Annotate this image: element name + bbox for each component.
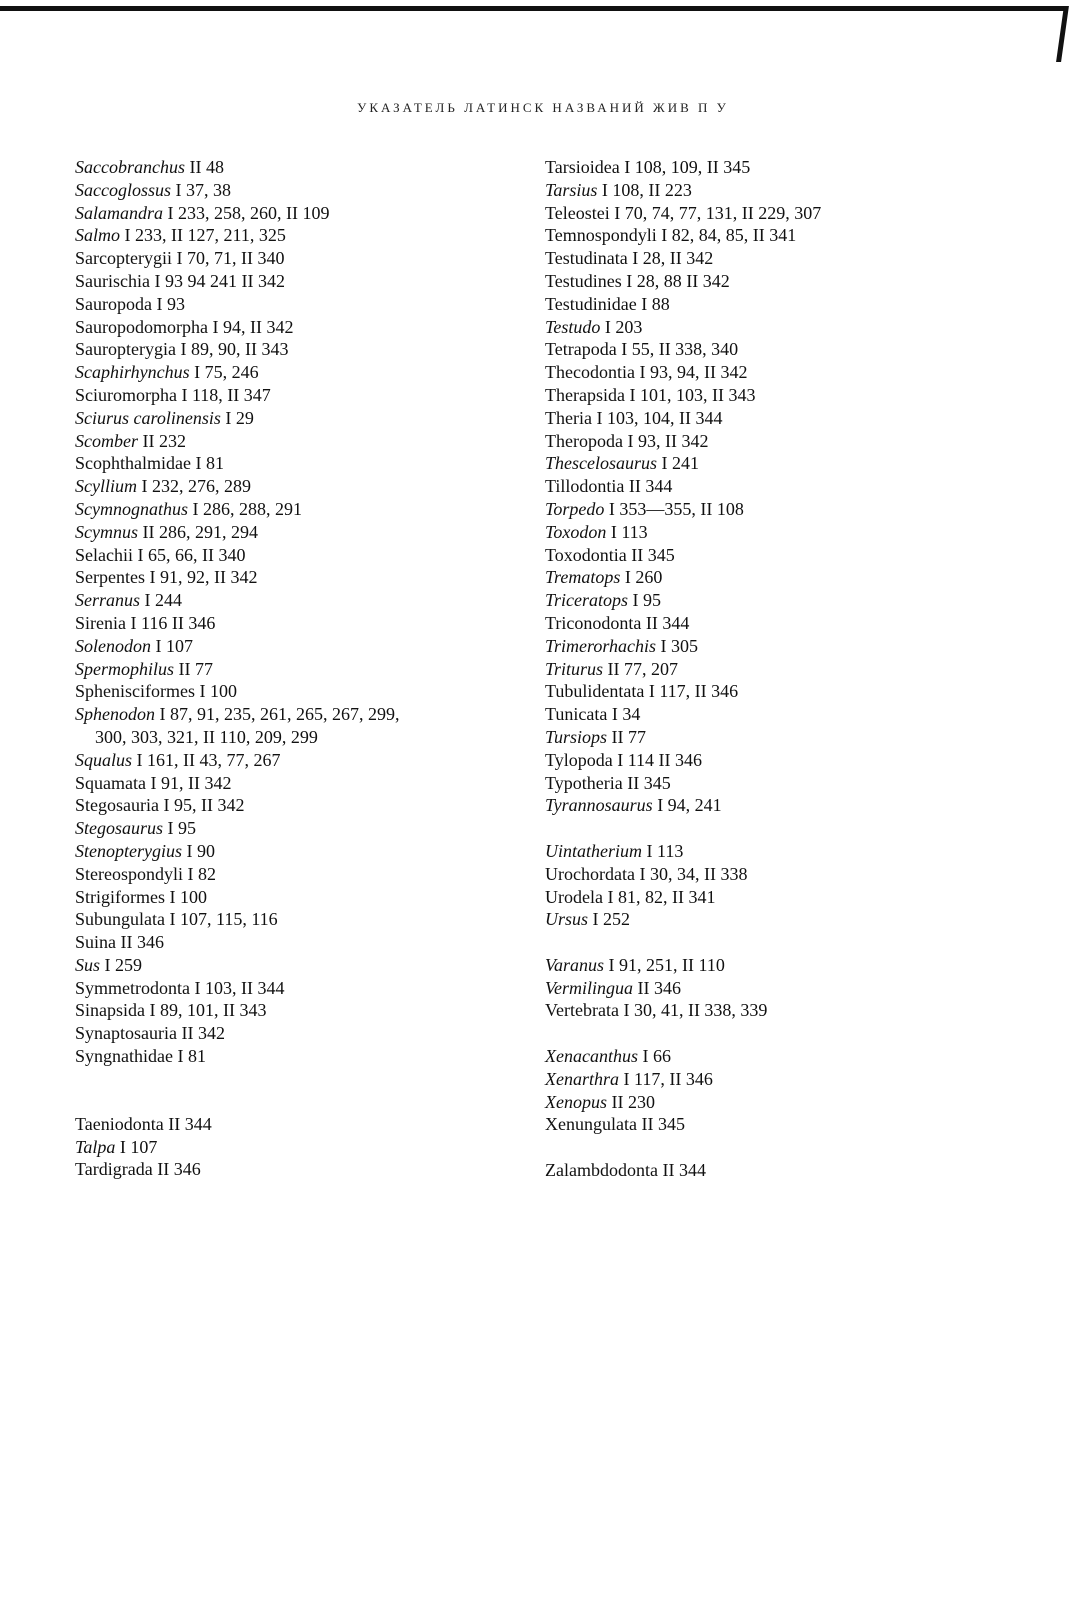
index-page-refs: I 93, II 342 [627, 430, 709, 451]
section-gap [545, 817, 985, 840]
index-page-refs: I 108, 109, II 345 [624, 157, 751, 177]
index-entry [75, 544, 515, 567]
index-term: Theropoda [545, 430, 623, 451]
index-entry [545, 908, 985, 931]
index-entry [545, 886, 985, 909]
index-entry [75, 1158, 515, 1181]
index-entry [75, 316, 515, 339]
index-page-refs: I 28, II 342 [632, 248, 714, 269]
index-entry [545, 202, 985, 225]
index-page-refs: I 259 [104, 954, 143, 975]
index-page-refs: I 101, 103, II 343 [629, 384, 756, 405]
index-entry [545, 430, 985, 453]
index-entry [75, 794, 515, 817]
index-entry [545, 270, 985, 293]
index-entry [75, 612, 515, 635]
index-page-refs: I 116 II 346 [130, 612, 216, 633]
index-entry [75, 270, 515, 293]
index-page-refs: I 95 [632, 590, 662, 611]
index-entry [75, 498, 515, 521]
index-page-refs: II 345 [631, 544, 675, 565]
index-entry [545, 840, 985, 863]
index-term: Sphenisciformes [75, 681, 195, 702]
index-term: Tunicata [545, 704, 608, 725]
index-entry [545, 749, 985, 772]
index-term: Typotheria [545, 772, 623, 793]
index-entry [75, 977, 515, 1000]
index-term: Theria [545, 407, 592, 428]
index-term: Stereospondyli [75, 863, 183, 884]
index-entry [75, 589, 515, 612]
index-entry [75, 658, 515, 681]
index-page-refs: I 93 94 241 II 342 [154, 270, 285, 291]
index-entry [75, 430, 515, 453]
index-page-refs: I 91, II 342 [150, 772, 232, 793]
index-term: Selachii [75, 544, 133, 565]
index-term: Vermilingua [545, 977, 633, 998]
index-page-refs: I 114 II 346 [617, 749, 703, 770]
index-term: Tursiops [545, 726, 608, 747]
index-column-right [545, 156, 985, 1182]
index-term: Stegosaurus [75, 818, 164, 839]
index-page-refs: I 55, II 338, 340 [621, 339, 739, 360]
index-page-refs: I 286, 288, 291 [192, 498, 302, 519]
index-page-refs: I 93 [156, 293, 185, 314]
index-entry [545, 156, 985, 179]
index-term: Trimerorhachis [545, 635, 657, 656]
index-term: Sciuromorpha [75, 384, 177, 405]
index-page-refs: I 82 [187, 863, 216, 884]
index-entry [545, 179, 985, 202]
index-entry [75, 384, 515, 407]
index-column-left [75, 156, 515, 1181]
index-term: Tardigrada [75, 1159, 153, 1180]
index-page-refs: I 100 [199, 681, 237, 702]
index-page-refs: I 30, 41, II 338, 339 [623, 1000, 768, 1021]
index-term: Serpentes [75, 567, 145, 588]
index-page-refs: I 95, II 342 [163, 795, 245, 816]
index-entry [545, 566, 985, 589]
index-entry [545, 1113, 985, 1136]
index-term: Zalambdodonta [545, 1160, 658, 1181]
index-entry [75, 703, 515, 749]
index-page-refs: I 107 [119, 1136, 158, 1157]
index-term: Urochordata [545, 863, 635, 884]
index-entry [75, 293, 515, 316]
index-term: Trematops [545, 567, 621, 588]
index-entry [545, 703, 985, 726]
index-entry [75, 1045, 515, 1068]
index-page-refs: II 345 [627, 772, 671, 793]
section-gap [545, 931, 985, 954]
index-page-refs: I 94, II 342 [212, 316, 294, 337]
index-term: Sarcopterygii [75, 248, 172, 269]
index-page-refs: I 117, II 346 [623, 1068, 713, 1089]
index-page-refs: II 77 [611, 726, 647, 747]
index-term: Solenodon [75, 635, 151, 656]
index-page-refs: I 252 [592, 909, 631, 930]
index-page-refs: I 89, 90, II 343 [180, 339, 289, 360]
index-page-refs: I 91, 92, II 342 [149, 567, 258, 588]
index-term: Triceratops [545, 590, 629, 611]
index-entry [545, 635, 985, 658]
index-page-refs: I 34 [611, 704, 641, 725]
index-entry [545, 498, 985, 521]
index-page-refs: II 346 [157, 1159, 201, 1180]
index-term: Xenarthra [545, 1068, 619, 1089]
index-entry [545, 794, 985, 817]
index-term: Sirenia [75, 612, 126, 633]
index-term: Triconodonta [545, 612, 642, 633]
index-entry [75, 954, 515, 977]
index-entry [545, 384, 985, 407]
index-entry [75, 179, 515, 202]
index-page-refs: I 305 [660, 635, 699, 656]
index-page-refs: I 244 [144, 590, 183, 611]
index-term: Squalus [75, 749, 133, 770]
index-term: Synaptosauria [75, 1023, 177, 1044]
index-page-refs: I 108, II 223 [601, 179, 692, 200]
index-page-refs: II 77 [178, 658, 213, 679]
index-page-refs: I 107, 115, 116 [169, 909, 278, 930]
index-page-refs: I 28, 88 II 342 [626, 270, 730, 291]
index-term: Scomber [75, 430, 138, 451]
index-term: Subungulata [75, 909, 165, 930]
index-page-refs: I 75, 246 [194, 362, 259, 383]
index-entry [75, 361, 515, 384]
index-term: Sauropterygia [75, 339, 176, 360]
top-rule-hook [1056, 6, 1069, 62]
index-page-refs: I 81, 82, II 341 [607, 886, 716, 907]
index-page-refs-continued: 300, 303, 321, II 110, 209, 299 [95, 726, 318, 747]
index-entry [75, 1136, 515, 1159]
index-term: Scaphirhynchus [75, 362, 190, 383]
index-term: Varanus [545, 954, 605, 975]
index-page-refs: I 233, II 127, 211, 325 [124, 225, 286, 246]
index-term: Tarsius [545, 179, 598, 200]
index-page-refs: II 342 [181, 1023, 225, 1044]
index-term: Temnospondyli [545, 225, 657, 246]
index-page-refs: I 203 [604, 316, 643, 337]
index-entry [545, 316, 985, 339]
index-entry [545, 475, 985, 498]
index-entry [75, 886, 515, 909]
index-page-refs: I 113 [610, 521, 648, 542]
section-gap [545, 1022, 985, 1045]
index-page-refs: I 37, 38 [175, 179, 231, 200]
index-entry [75, 202, 515, 225]
index-page-refs: II 230 [611, 1091, 655, 1112]
index-entry [75, 749, 515, 772]
index-entry [545, 680, 985, 703]
index-page-refs: II 77, 207 [607, 658, 679, 679]
index-entry [545, 544, 985, 567]
index-term: Sus [75, 954, 101, 975]
index-entry [545, 612, 985, 635]
index-term: Spermophilus [75, 658, 174, 679]
index-page-refs: I 29 [225, 407, 254, 428]
index-page-refs: II 48 [189, 157, 224, 177]
index-term: Testudinidae [545, 293, 637, 314]
index-page-refs: II 345 [641, 1114, 685, 1135]
index-entry [545, 247, 985, 270]
index-entry [75, 680, 515, 703]
index-page-refs: I 118, II 347 [181, 384, 271, 405]
index-entry [75, 338, 515, 361]
index-entry [75, 1113, 515, 1136]
index-term: Tetrapoda [545, 339, 617, 360]
index-term: Urodela [545, 886, 603, 907]
index-page-refs: I 81 [195, 453, 224, 474]
index-term: Saccobranchus [75, 157, 185, 177]
index-page-refs: I 94, 241 [657, 795, 722, 816]
running-head: УКАЗАТЕЛЬ ЛАТИНСК НАЗВАНИЙ ЖИВ П У [357, 100, 729, 115]
index-entry [545, 658, 985, 681]
index-page-refs: I 260 [624, 567, 663, 588]
index-term: Xenungulata [545, 1114, 637, 1135]
index-term: Scymnus [75, 521, 138, 542]
index-page-refs: I 107 [155, 635, 193, 656]
index-term: Testudinata [545, 248, 628, 269]
top-rule [0, 6, 1066, 11]
index-entry [545, 1159, 985, 1182]
index-page-refs: I 70, 71, II 340 [176, 248, 285, 269]
index-entry [75, 1022, 515, 1045]
index-page-refs: I 95 [167, 818, 197, 839]
index-term: Serranus [75, 590, 141, 611]
section-gap [545, 1136, 985, 1159]
index-term: Sauropodomorpha [75, 316, 208, 337]
index-term: Ursus [545, 909, 589, 930]
index-entry [545, 521, 985, 544]
index-page-refs: I 93, 94, II 342 [639, 362, 748, 383]
index-page-refs: II 346 [637, 977, 681, 998]
index-entry [75, 156, 515, 179]
index-term: Thescelosaurus [545, 453, 657, 474]
index-page-refs: I 241 [661, 453, 699, 474]
index-term: Stegosauria [75, 795, 159, 816]
index-entry [75, 999, 515, 1022]
index-entry [545, 407, 985, 430]
index-page-refs: I 117, II 346 [648, 681, 739, 702]
index-term: Thecodontia [545, 362, 635, 383]
index-entry [75, 863, 515, 886]
index-term: Tubulidentata [545, 681, 645, 702]
index-term: Tillodontia [545, 476, 625, 497]
index-entry [75, 817, 515, 840]
index-entry [75, 840, 515, 863]
index-entry [545, 338, 985, 361]
index-page-refs: II 344 [645, 612, 690, 633]
index-term: Uintatherium [545, 840, 642, 861]
index-page-refs: I 232, 276, 289 [141, 476, 251, 497]
index-term: Testudo [545, 316, 601, 337]
index-page-refs: I 353—355, II 108 [608, 498, 744, 519]
index-entry [545, 1045, 985, 1068]
index-term: Sciurus carolinensis [75, 407, 221, 428]
index-term: Scyllium [75, 476, 137, 497]
index-term: Salamandra [75, 202, 164, 223]
index-entry [75, 475, 515, 498]
index-page-refs: II 344 [168, 1113, 212, 1134]
index-term: Toxodontia [545, 544, 627, 565]
index-term: Tarsioidea [545, 157, 620, 177]
index-entry [545, 224, 985, 247]
index-term: Toxodon [545, 521, 607, 542]
index-term: Symmetrodonta [75, 977, 190, 998]
index-page-refs: II 346 [120, 932, 165, 953]
index-entry [545, 589, 985, 612]
index-term: Strigiformes [75, 886, 165, 907]
index-page-refs: I 100 [169, 886, 207, 907]
index-term: Suina [75, 932, 117, 953]
index-entry [545, 999, 985, 1022]
index-term: Testudines [545, 270, 622, 291]
index-term: Scymnognathus [75, 498, 188, 519]
index-entry [545, 361, 985, 384]
index-entry [545, 954, 985, 977]
index-term: Sauropoda [75, 293, 152, 314]
index-term: Tyrannosaurus [545, 795, 653, 816]
index-entry [75, 772, 515, 795]
index-page-refs: I 233, 258, 260, II 109 [167, 202, 330, 223]
index-page-refs: I 91, 251, II 110 [608, 954, 725, 975]
index-term: Saccoglossus [75, 179, 171, 200]
index-term: Xenopus [545, 1091, 607, 1112]
index-entry [545, 772, 985, 795]
index-entry [75, 247, 515, 270]
index-page-refs: I 113 [646, 840, 684, 861]
index-term: Tylopoda [545, 749, 613, 770]
index-page-refs: I 66 [642, 1046, 671, 1067]
index-term: Saurischia [75, 270, 150, 291]
index-entry [545, 1068, 985, 1091]
index-term: Stenopterygius [75, 840, 182, 861]
index-page-refs: II 344 [628, 476, 673, 497]
index-term: Talpa [75, 1136, 116, 1157]
index-page-refs: II 232 [142, 430, 186, 451]
index-page-refs: I 81 [177, 1046, 206, 1067]
index-page-refs: I 88 [641, 293, 670, 314]
index-page-refs: I 30, 34, II 338 [639, 863, 748, 884]
index-entry [75, 931, 515, 954]
index-page-refs: II 286, 291, 294 [142, 521, 258, 542]
index-entry [545, 726, 985, 749]
index-entry [75, 407, 515, 430]
index-term: Teleostei [545, 202, 610, 223]
index-entry [545, 977, 985, 1000]
index-page-refs: I 70, 74, 77, 131, II 229, 307 [614, 202, 822, 223]
index-term: Salmo [75, 225, 120, 246]
index-term: Taeniodonta [75, 1113, 164, 1134]
index-term: Scophthalmidae [75, 453, 191, 474]
index-entry [75, 908, 515, 931]
index-term: Sphenodon [75, 704, 155, 725]
index-page-refs: I 103, II 344 [194, 977, 285, 998]
index-term: Sinapsida [75, 1000, 145, 1021]
index-term: Therapsida [545, 384, 625, 405]
index-term: Torpedo [545, 498, 605, 519]
section-gap [75, 1068, 515, 1113]
index-entry [545, 1091, 985, 1114]
index-term: Vertebrata [545, 1000, 619, 1021]
index-entry [75, 521, 515, 544]
index-page-refs: I 90 [186, 840, 215, 861]
index-term: Triturus [545, 658, 604, 679]
index-entry [75, 566, 515, 589]
index-term: Xenacanthus [545, 1046, 638, 1067]
index-entry [75, 635, 515, 658]
index-term: Syngnathidae [75, 1046, 173, 1067]
index-page-refs: II 344 [662, 1160, 706, 1181]
index-page-refs: I 103, 104, II 344 [596, 407, 723, 428]
index-page-refs: I 87, 91, 235, 261, 265, 267, 299, [159, 704, 400, 725]
index-page-refs: I 65, 66, II 340 [137, 544, 246, 565]
index-entry [545, 452, 985, 475]
index-entry [75, 452, 515, 475]
index-entry [545, 863, 985, 886]
index-page-refs: I 161, II 43, 77, 267 [136, 749, 281, 770]
index-entry [75, 224, 515, 247]
index-page-refs: I 89, 101, II 343 [149, 1000, 267, 1021]
index-term: Squamata [75, 772, 146, 793]
index-entry [545, 293, 985, 316]
index-page-refs: I 82, 84, 85, II 341 [661, 225, 797, 246]
